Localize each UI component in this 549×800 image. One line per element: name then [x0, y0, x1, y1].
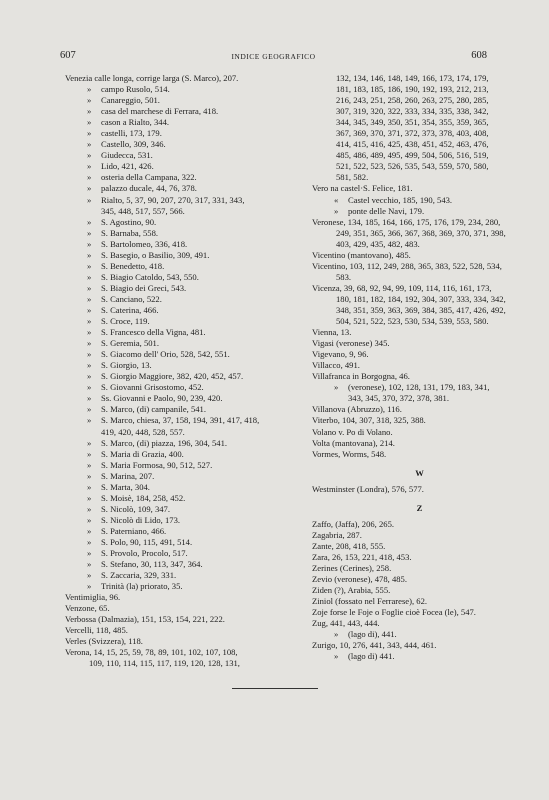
header-title: INDICE GEOGRAFICO	[231, 52, 316, 61]
index-subentry	[65, 161, 303, 172]
entry-text: Vero na castel·S. Felice, 181.	[312, 183, 413, 194]
index-entry-continuation	[312, 117, 527, 128]
index-entry	[65, 603, 303, 614]
entry-text: Ziden (?), Arabia, 555.	[312, 584, 391, 595]
entry-text: Vicenza, 39, 68, 92, 94, 99, 109, 114, 116, 161, 173,	[312, 282, 492, 293]
left-page-number: 607	[60, 50, 76, 61]
index-subentry	[65, 250, 303, 261]
index-entry	[65, 73, 303, 84]
ditto-mark: »	[87, 492, 92, 503]
entry-text: Lido, 421, 426.	[101, 161, 154, 172]
entry-text: 419, 420, 448, 528, 557.	[101, 426, 185, 437]
entry-text: S. Croce, 119.	[101, 316, 150, 327]
index-entry	[312, 596, 527, 607]
index-subentry	[65, 305, 303, 316]
index-entry	[65, 625, 303, 636]
index-subentry	[65, 548, 303, 559]
index-entry-continuation	[312, 95, 527, 106]
entry-text: casa del marchese di Ferrara, 418.	[101, 106, 219, 117]
ditto-mark: »	[87, 548, 92, 559]
entry-text: S. Marco, (di) campanile, 541.	[101, 404, 207, 415]
closing-rule	[232, 688, 318, 689]
index-subentry	[65, 228, 303, 239]
index-subentry	[65, 393, 303, 404]
entry-text: S. Nicolò, 109, 347.	[101, 503, 170, 514]
entry-text: palazzo ducale, 44, 76, 378.	[101, 183, 197, 194]
entry-text: (lago di) 441.	[348, 651, 395, 662]
ditto-mark: »	[87, 150, 92, 161]
entry-text: S. Agostino, 90.	[101, 216, 157, 227]
ditto-mark: »	[87, 382, 92, 393]
index-subentry	[65, 349, 303, 360]
entry-text: Zaffo, (Jaffa), 206, 265.	[312, 518, 395, 529]
ditto-mark: »	[87, 570, 92, 581]
index-subentry	[65, 294, 303, 305]
index-entry-continuation	[312, 172, 527, 183]
index-subentry	[65, 272, 303, 283]
entry-text: Canareggio, 501.	[101, 95, 160, 106]
index-subentry	[312, 629, 527, 640]
index-subentry	[65, 239, 303, 250]
index-subentry	[65, 106, 303, 117]
index-subentry	[312, 382, 527, 393]
entry-text: castelli, 173, 179.	[101, 128, 162, 139]
index-subentry-continuation	[65, 427, 303, 438]
right-index-column	[312, 73, 527, 662]
index-entry-continuation	[312, 294, 527, 305]
index-entry	[312, 449, 527, 460]
entry-text: Villanova (Abruzzo), 116.	[312, 404, 402, 415]
entry-text: Vormes, Worms, 548.	[312, 448, 387, 459]
entry-text: osteria della Campana, 322.	[101, 172, 197, 183]
index-subentry	[65, 195, 303, 206]
index-entry-continuation	[312, 73, 527, 84]
index-entry	[312, 552, 527, 563]
index-entry	[312, 404, 527, 415]
index-entry	[312, 183, 527, 194]
index-entry	[312, 217, 527, 228]
ditto-mark: »	[87, 470, 92, 481]
entry-text: S. Giovanni Grisostomo, 452.	[101, 382, 204, 393]
entry-text: Vercelli, 118, 485.	[65, 625, 128, 636]
ditto-mark: »	[87, 525, 92, 536]
entry-text: 216, 243, 251, 258, 260, 263, 275, 280, 285,	[336, 95, 489, 106]
ditto-mark: »	[87, 393, 92, 404]
index-entry-continuation	[312, 150, 527, 161]
ditto-mark: »	[87, 459, 92, 470]
index-entry	[65, 636, 303, 647]
entry-text: S. Marina, 207.	[101, 470, 155, 481]
index-subentry	[65, 559, 303, 570]
ditto-mark: »	[87, 161, 92, 172]
index-subentry	[65, 515, 303, 526]
ditto-mark: »	[87, 559, 92, 570]
index-entry-continuation	[312, 305, 527, 316]
index-entry-continuation	[312, 161, 527, 172]
ditto-mark: «	[334, 194, 339, 205]
entry-text: S. Benedetto, 418.	[101, 260, 165, 271]
entry-text: 485, 486, 489, 495, 499, 504, 506, 516, 519,	[336, 150, 489, 161]
entry-text: S. Biagio dei Greci, 543.	[101, 282, 187, 293]
ditto-mark: »	[87, 437, 92, 448]
right-page-number: 608	[471, 50, 487, 61]
index-subentry	[65, 139, 303, 150]
ditto-mark: »	[87, 316, 92, 327]
entry-text: 109, 110, 114, 115, 117, 119, 120, 128, 131,	[89, 658, 240, 669]
index-subentry	[65, 482, 303, 493]
entry-text: S. Provolo, Procolo, 517.	[101, 548, 188, 559]
entry-text: S. Caterina, 466.	[101, 304, 159, 315]
entry-text: Ss. Giovanni e Paolo, 90, 239, 420.	[101, 393, 223, 404]
ditto-mark: »	[87, 271, 92, 282]
index-entry-continuation	[312, 239, 527, 250]
entry-text: 414, 415, 416, 425, 438, 451, 452, 463, 476,	[336, 139, 489, 150]
index-subentry	[65, 438, 303, 449]
entry-text: Vienna, 13.	[312, 327, 352, 338]
entry-text: Volano v. Po di Volano.	[312, 426, 393, 437]
entry-text: Westminster (Londra), 576, 577.	[312, 483, 424, 494]
index-subentry	[65, 172, 303, 183]
entry-text: 348, 351, 359, 363, 369, 384, 385, 417, 426, 492,	[336, 304, 506, 315]
ditto-mark: »	[87, 282, 92, 293]
ditto-mark: »	[87, 349, 92, 360]
entry-text: Zante, 208, 418, 555.	[312, 540, 386, 551]
ditto-mark: »	[87, 360, 92, 371]
ditto-mark: »	[334, 651, 339, 662]
index-subentry	[65, 371, 303, 382]
index-subentry	[65, 404, 303, 415]
index-subentry-continuation	[65, 206, 303, 217]
index-subentry	[65, 327, 303, 338]
index-entry	[312, 327, 527, 338]
index-subentry	[65, 360, 303, 371]
ditto-mark: »	[87, 249, 92, 260]
entry-text: S. Biagio Catoldo, 543, 550.	[101, 271, 199, 282]
entry-text: Zoje forse le Foje o Foglie cioè Focea (le), 547.	[312, 607, 476, 618]
index-entry	[312, 371, 527, 382]
entry-text: Trinità (la) priorato, 35.	[101, 581, 183, 592]
index-entry-continuation	[312, 272, 527, 283]
index-entry-continuation	[312, 106, 527, 117]
ditto-mark: »	[87, 371, 92, 382]
entry-text: 343, 345, 370, 372, 378, 381.	[348, 393, 449, 404]
index-entry-continuation	[312, 128, 527, 139]
index-entry	[65, 592, 303, 603]
entry-text: Villacco, 491.	[312, 360, 360, 371]
ditto-mark: »	[87, 481, 92, 492]
index-subentry	[65, 471, 303, 482]
entry-text: 583.	[336, 271, 352, 282]
entry-text: Castello, 309, 346.	[101, 139, 166, 150]
ditto-mark: »	[87, 503, 92, 514]
ditto-mark: »	[87, 139, 92, 150]
entry-text: 504, 521, 522, 523, 530, 534, 539, 553, 580.	[336, 316, 489, 327]
entry-text: S. Maria di Grazia, 400.	[101, 448, 184, 459]
entry-text: S. Nicolò di Lido, 173.	[101, 514, 181, 525]
index-entry	[312, 427, 527, 438]
ditto-mark: »	[87, 581, 92, 592]
index-subentry	[65, 316, 303, 327]
entry-text: Zara, 26, 153, 221, 418, 453.	[312, 551, 412, 562]
entry-text: Giudecca, 531.	[101, 150, 153, 161]
index-subentry	[312, 651, 527, 662]
ditto-mark: »	[87, 128, 92, 139]
entry-text: 367, 369, 370, 371, 372, 373, 378, 403, 408,	[336, 128, 489, 139]
entry-text: S. Francesco della Vigna, 481.	[101, 327, 206, 338]
index-entry	[65, 614, 303, 625]
ditto-mark: »	[87, 216, 92, 227]
entry-text: Castel vecchio, 185, 190, 543.	[348, 194, 453, 205]
index-subentry	[65, 150, 303, 161]
index-entry	[312, 415, 527, 426]
index-subentry	[312, 206, 527, 217]
ditto-mark: »	[87, 260, 92, 271]
ditto-mark: »	[87, 514, 92, 525]
index-entry	[312, 585, 527, 596]
ditto-mark: »	[87, 194, 92, 205]
index-subentry	[65, 493, 303, 504]
entry-text: Vigevano, 9, 96.	[312, 349, 369, 360]
ditto-mark: »	[334, 205, 339, 216]
entry-text: Vicentino (mantovano), 485.	[312, 249, 411, 260]
index-subentry	[65, 449, 303, 460]
ditto-mark: »	[87, 117, 92, 128]
ditto-mark: »	[87, 293, 92, 304]
index-entry	[65, 647, 303, 658]
index-subentry	[65, 283, 303, 294]
entry-text: Zevio (veronese), 478, 485.	[312, 573, 407, 584]
index-entry	[312, 640, 527, 651]
entry-text: 181, 183, 185, 186, 190, 192, 193, 212, 213,	[336, 84, 489, 95]
ditto-mark: »	[87, 536, 92, 547]
index-subentry	[65, 183, 303, 194]
entry-text: Ziniol (fossato nel Ferrarese), 62.	[312, 596, 428, 607]
index-subentry	[65, 84, 303, 95]
ditto-mark: »	[87, 172, 92, 183]
entry-text: Zug, 441, 443, 444.	[312, 618, 380, 629]
index-subentry	[65, 217, 303, 228]
entry-text: Vigasi (veronese) 345.	[312, 338, 390, 349]
entry-text: ponte delle Navi, 179.	[348, 205, 425, 216]
index-entry	[312, 574, 527, 585]
entry-text: 344, 345, 349, 350, 351, 354, 355, 359, 365,	[336, 117, 489, 128]
entry-text: Viterbo, 104, 307, 318, 325, 388.	[312, 415, 426, 426]
entry-text: S. Geremia, 501.	[101, 338, 159, 349]
entry-text: Verles (Svizzera), 118.	[65, 636, 143, 647]
entry-text: Ventimiglia, 96.	[65, 592, 121, 603]
entry-text: S. Marta, 304.	[101, 481, 150, 492]
entry-text: cason a Rialto, 344.	[101, 117, 170, 128]
index-subentry	[65, 570, 303, 581]
index-subentry	[65, 415, 303, 426]
ditto-mark: »	[87, 238, 92, 249]
entry-text: 581, 582.	[336, 172, 369, 183]
index-entry	[312, 530, 527, 541]
index-section-letter: Z	[416, 502, 423, 513]
ditto-mark: »	[87, 183, 92, 194]
entry-text: Verona, 14, 15, 25, 59, 78, 89, 101, 102, 107, 108,	[65, 647, 238, 658]
index-entry	[312, 438, 527, 449]
entry-text: S. Paterniano, 466.	[101, 525, 167, 536]
index-entry	[312, 338, 527, 349]
entry-text: Volta (mantovana), 214.	[312, 437, 395, 448]
entry-text: S. Barnaba, 558.	[101, 227, 159, 238]
index-subentry	[65, 128, 303, 139]
index-subentry	[65, 95, 303, 106]
index-entry	[312, 541, 527, 552]
entry-text: Zerines (Cerines), 258.	[312, 562, 392, 573]
entry-text: S. Giorgio, 13.	[101, 360, 152, 371]
entry-text: Rialto, 5, 37, 90, 207, 270, 317, 331, 343,	[101, 194, 245, 205]
entry-text: 249, 351, 365, 366, 367, 368, 369, 370, 371, 398,	[336, 227, 506, 238]
index-entry	[312, 261, 527, 272]
entry-text: Zagabria, 287.	[312, 529, 362, 540]
entry-text: (veronese), 102, 128, 131, 179, 183, 341,	[348, 382, 490, 393]
entry-text: S. Moisè, 184, 258, 452.	[101, 492, 186, 503]
index-entry	[312, 349, 527, 360]
ditto-mark: »	[334, 382, 339, 393]
index-entry	[312, 250, 527, 261]
ditto-mark: »	[334, 629, 339, 640]
entry-text: Venzone, 65.	[65, 603, 110, 614]
entry-text: Vicentino, 103, 112, 249, 288, 365, 383, 522, 528, 534,	[312, 260, 502, 271]
index-section-letter: W	[415, 467, 424, 478]
index-subentry	[65, 261, 303, 272]
index-entry	[312, 283, 527, 294]
index-entry	[312, 607, 527, 618]
index-entry	[312, 519, 527, 530]
ditto-mark: »	[87, 227, 92, 238]
entry-text: Villafranca in Borgogna, 46.	[312, 371, 410, 382]
entry-text: 307, 319, 320, 322, 333, 334, 335, 338, 342,	[336, 106, 489, 117]
entry-text: Venezia calle longa, corrige larga (S. Marco), 207.	[65, 73, 239, 83]
entry-text: 521, 522, 523, 526, 535, 543, 559, 570, 580,	[336, 161, 489, 172]
entry-text: campo Rusolo, 514.	[101, 84, 170, 95]
ditto-mark: »	[87, 95, 92, 106]
index-subentry	[65, 526, 303, 537]
index-subentry	[65, 504, 303, 515]
ditto-mark: »	[87, 338, 92, 349]
index-subentry	[65, 382, 303, 393]
index-entry-continuation	[312, 316, 527, 327]
index-subentry	[65, 537, 303, 548]
index-entry-continuation	[312, 139, 527, 150]
entry-text: S. Canciano, 522.	[101, 293, 162, 304]
index-subentry	[312, 195, 527, 206]
entry-text: S. Marco, chiesa, 37, 158, 194, 391, 417, 418,	[101, 415, 260, 426]
ditto-mark: »	[87, 404, 92, 415]
ditto-mark: »	[87, 415, 92, 426]
entry-text: 345, 448, 517, 557, 566.	[101, 205, 185, 216]
index-entry-continuation	[65, 658, 303, 669]
entry-text: 180, 181, 182, 184, 192, 304, 307, 333, 334, 342,	[336, 293, 506, 304]
index-entry-continuation	[312, 84, 527, 95]
entry-text: S. Stefano, 30, 113, 347, 364.	[101, 559, 203, 570]
entry-text: (lago di), 441.	[348, 629, 397, 640]
left-index-column	[65, 73, 303, 670]
index-subentry	[65, 117, 303, 128]
entry-text: S. Bartolomeo, 336, 418.	[101, 238, 188, 249]
entry-text: 132, 134, 146, 148, 149, 166, 173, 174, 179,	[336, 73, 489, 83]
ditto-mark: »	[87, 84, 92, 95]
index-entry-continuation	[312, 228, 527, 239]
entry-text: S. Giacomo dell' Orio, 528, 542, 551.	[101, 349, 230, 360]
ditto-mark: »	[87, 106, 92, 117]
ditto-mark: »	[87, 304, 92, 315]
entry-text: S. Polo, 90, 115, 491, 514.	[101, 536, 193, 547]
entry-text: Verbossa (Dalmazia), 151, 153, 154, 221, 222.	[65, 614, 225, 625]
entry-text: S. Basegio, o Basilio, 309, 491.	[101, 249, 210, 260]
index-subentry	[65, 338, 303, 349]
entry-text: Veronese, 134, 185, 164, 166, 175, 176, 179, 234, 280,	[312, 216, 501, 227]
index-entry	[312, 563, 527, 574]
index-subentry	[65, 581, 303, 592]
entry-text: S. Zaccaria, 329, 331.	[101, 570, 177, 581]
entry-text: 403, 429, 435, 482, 483.	[336, 238, 420, 249]
running-header	[60, 50, 487, 64]
index-entry	[312, 484, 527, 495]
index-subentry-continuation	[312, 393, 527, 404]
entry-text: S. Marco, (di) piazza, 196, 304, 541.	[101, 437, 228, 448]
entry-text: S. Giorgio Maggiore, 382, 420, 452, 457.	[101, 371, 244, 382]
index-entry	[312, 618, 527, 629]
index-entry	[312, 360, 527, 371]
entry-text: S. Maria Formosa, 90, 512, 527.	[101, 459, 213, 470]
ditto-mark: »	[87, 448, 92, 459]
entry-text: Zurigo, 10, 276, 441, 343, 444, 461.	[312, 640, 437, 651]
index-subentry	[65, 460, 303, 471]
ditto-mark: »	[87, 327, 92, 338]
